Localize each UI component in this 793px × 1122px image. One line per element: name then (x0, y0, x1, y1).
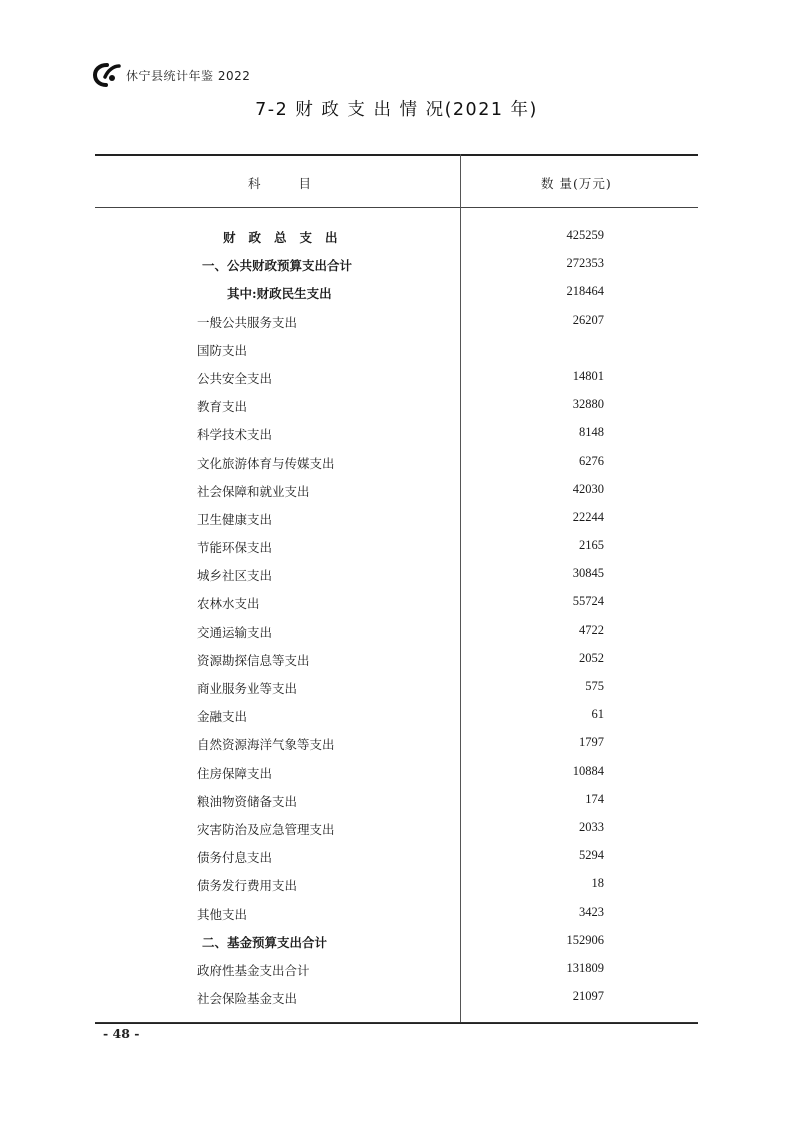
page-number: - 48 - (103, 1026, 140, 1041)
row-value: 26207 (572, 312, 604, 327)
row-value: 2165 (579, 538, 604, 553)
table-row (95, 927, 698, 955)
table-row (95, 701, 698, 729)
yearbook-title: 休宁县统计年鉴 2022 (126, 68, 251, 83)
table-row (95, 307, 698, 335)
table-row (95, 476, 698, 504)
row-label: 债务发行费用支出 (197, 878, 298, 894)
row-value: 5294 (579, 848, 604, 863)
table-row (95, 729, 698, 757)
row-label: 住房保障支出 (197, 765, 273, 781)
row-label: 债务付息支出 (197, 850, 273, 866)
page-title: 7-2 财 政 支 出 情 况(2021 年) (255, 100, 538, 120)
row-value: 575 (585, 679, 604, 693)
table-top-rule (95, 154, 698, 156)
row-value: 425259 (566, 228, 604, 242)
row-value: 21097 (572, 989, 604, 1004)
row-label: 一、公共财政预算支出合计 (202, 258, 353, 274)
column-header-amount: 数 量(万元) (541, 176, 612, 191)
row-value: 152906 (566, 932, 604, 947)
row-label: 科学技术支出 (197, 427, 273, 443)
row-label: 社会保险基金支出 (197, 991, 298, 1007)
table-row (95, 814, 698, 842)
column-header-subject: 科目 (248, 176, 350, 191)
row-label: 交通运输支出 (197, 624, 273, 640)
table-row (95, 899, 698, 927)
row-label: 其中:财政民生支出 (227, 286, 332, 302)
row-label: 商业服务业等支出 (197, 681, 298, 696)
row-value: 55724 (572, 594, 604, 609)
row-value: 1797 (579, 735, 604, 750)
table-row (95, 870, 698, 898)
table-row (95, 842, 698, 870)
row-label: 其他支出 (197, 906, 248, 922)
row-value: 61 (591, 707, 604, 722)
footer-rule (95, 1022, 698, 1023)
table-row (95, 983, 698, 1011)
table-header-rule (95, 207, 698, 208)
table-row (95, 363, 698, 391)
expenditure-table (95, 154, 698, 1023)
row-value: 2033 (579, 819, 604, 834)
row-label: 政府性基金支出合计 (197, 962, 310, 978)
row-label: 卫生健康支出 (197, 511, 273, 527)
row-value: 18 (591, 876, 604, 891)
row-value: 14801 (572, 368, 604, 383)
table-row (95, 955, 698, 983)
table-row (95, 617, 698, 645)
row-label: 粮油物资储备支出 (197, 793, 298, 809)
table-row (95, 250, 698, 278)
row-value: 42030 (572, 481, 604, 496)
table-row (95, 335, 698, 363)
table-row (95, 758, 698, 786)
table-row (95, 448, 698, 476)
row-value: 3423 (579, 904, 604, 919)
table-row (95, 673, 698, 701)
table-row (95, 560, 698, 588)
page-header (92, 62, 250, 88)
row-label: 资源勘探信息等支出 (197, 652, 310, 668)
row-label: 农林水支出 (197, 596, 260, 612)
row-value: 6276 (579, 453, 604, 468)
row-label: 节能环保支出 (197, 540, 273, 556)
row-label: 二、基金预算支出合计 (202, 934, 328, 950)
table-row (95, 645, 698, 673)
yearbook-logo-icon (92, 62, 122, 88)
table-row (95, 278, 698, 306)
row-label: 财政总支出 (223, 230, 351, 245)
table-body (95, 222, 698, 1011)
row-value: 174 (585, 791, 604, 806)
table-row (95, 419, 698, 447)
row-label: 社会保障和就业支出 (197, 483, 310, 499)
row-label: 文化旅游体育与传媒支出 (197, 455, 335, 471)
row-label: 城乡社区支出 (197, 568, 273, 584)
row-label: 国防支出 (197, 342, 248, 358)
table-row (95, 504, 698, 532)
table-row (95, 532, 698, 560)
table-row (95, 222, 698, 250)
row-value: 22244 (572, 509, 604, 524)
row-label: 灾害防治及应急管理支出 (197, 821, 335, 837)
table-row (95, 391, 698, 419)
row-value: 4722 (579, 622, 604, 637)
row-value: 32880 (572, 397, 604, 412)
row-value: 218464 (566, 284, 604, 299)
table-row (95, 588, 698, 616)
row-value: 2052 (579, 650, 604, 665)
row-value: 131809 (566, 960, 604, 975)
table-row (95, 786, 698, 814)
row-value: 10884 (572, 763, 604, 778)
row-value: 8148 (579, 425, 604, 440)
row-label: 金融支出 (197, 709, 248, 725)
row-label: 公共安全支出 (197, 370, 273, 386)
row-label: 一般公共服务支出 (197, 314, 298, 330)
row-value: 30845 (572, 566, 604, 581)
row-value: 272353 (566, 256, 604, 271)
row-label: 教育支出 (197, 399, 248, 415)
row-label: 自然资源海洋气象等支出 (197, 737, 335, 753)
